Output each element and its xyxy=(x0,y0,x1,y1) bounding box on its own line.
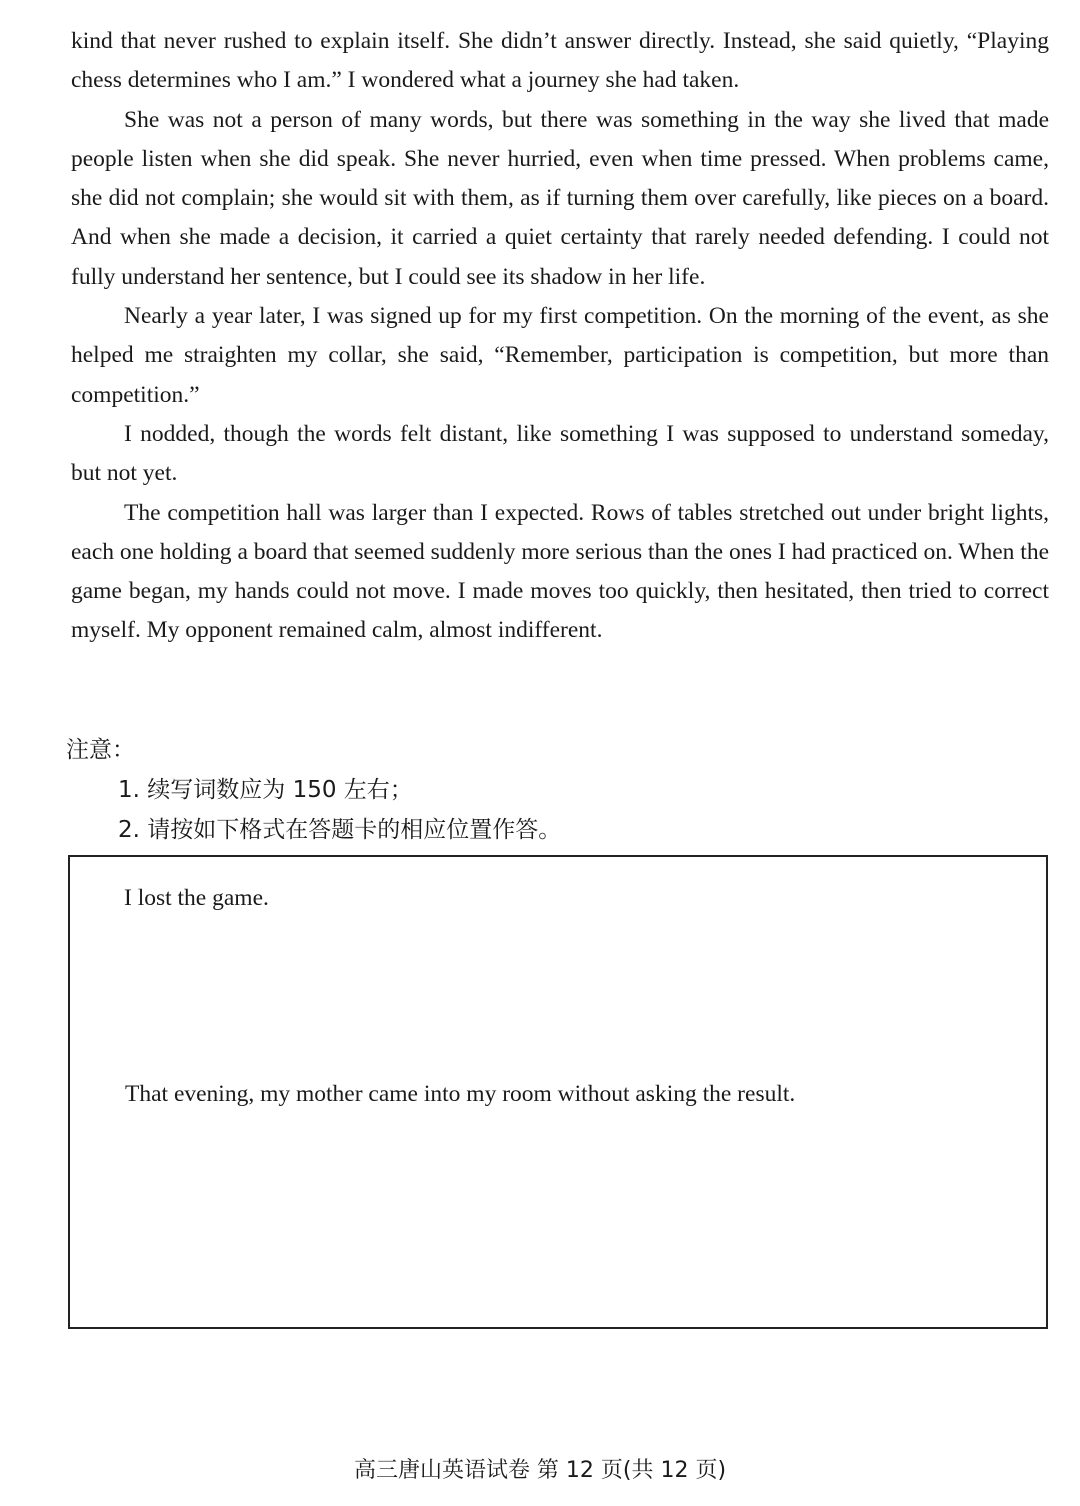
answer-prompt-second: That evening, my mother came into my room without asking the result. xyxy=(125,1081,796,1107)
note-item-answer-format: 2. 请按如下格式在答题卡的相应位置作答。 xyxy=(118,817,562,843)
answer-prompt-first: I lost the game. xyxy=(124,885,269,911)
passage-paragraph-5: The competition hall was larger than I expected. Rows of tables stretched out under bright lights, each one holding a board that seemed suddenly more serious than the ones I had practiced on. When the game began, my hands could not move. I made moves too quickly, then hesitated, then tried to correct myself. My opponent remained calm, almost indifferent. xyxy=(71,499,1049,644)
page-footer: 高三唐山英语试卷 第 12 页(共 12 页) xyxy=(353,1458,727,1483)
passage-paragraph-2: She was not a person of many words, but there was something in the way she lived that made people listen when she did speak. She never hurried, even when time pressed. When problems came, she did not complain; she would sit with them, as if turning them over carefully, like pieces on a board. And when she made a decision, it carried a quiet certainty that rarely needed defending. I could not fully understand her sentence, but I could see its shadow in her life. xyxy=(71,106,1049,290)
passage-paragraph-4: I nodded, though the words felt distant, like something I was supposed to understand someday, but not yet. xyxy=(71,420,1049,487)
passage-paragraph-1: kind that never rushed to explain itself. She didn’t answer directly. Instead, she said quietly, “Playing chess determines who I am.” I wondered what a journey she had taken. xyxy=(71,28,1049,94)
instructions-notes xyxy=(66,730,1026,850)
notes-title: 注意： xyxy=(66,737,135,763)
reading-passage xyxy=(71,22,1049,651)
passage-paragraph-3: Nearly a year later, I was signed up for my first competition. On the morning of the event, as she helped me straighten my collar, she said, “Remember, participation is competition, but more than competition.” xyxy=(71,303,1049,408)
answer-box xyxy=(68,855,1048,1329)
note-item-word-count: 1. 续写词数应为 150 左右； xyxy=(118,777,413,803)
